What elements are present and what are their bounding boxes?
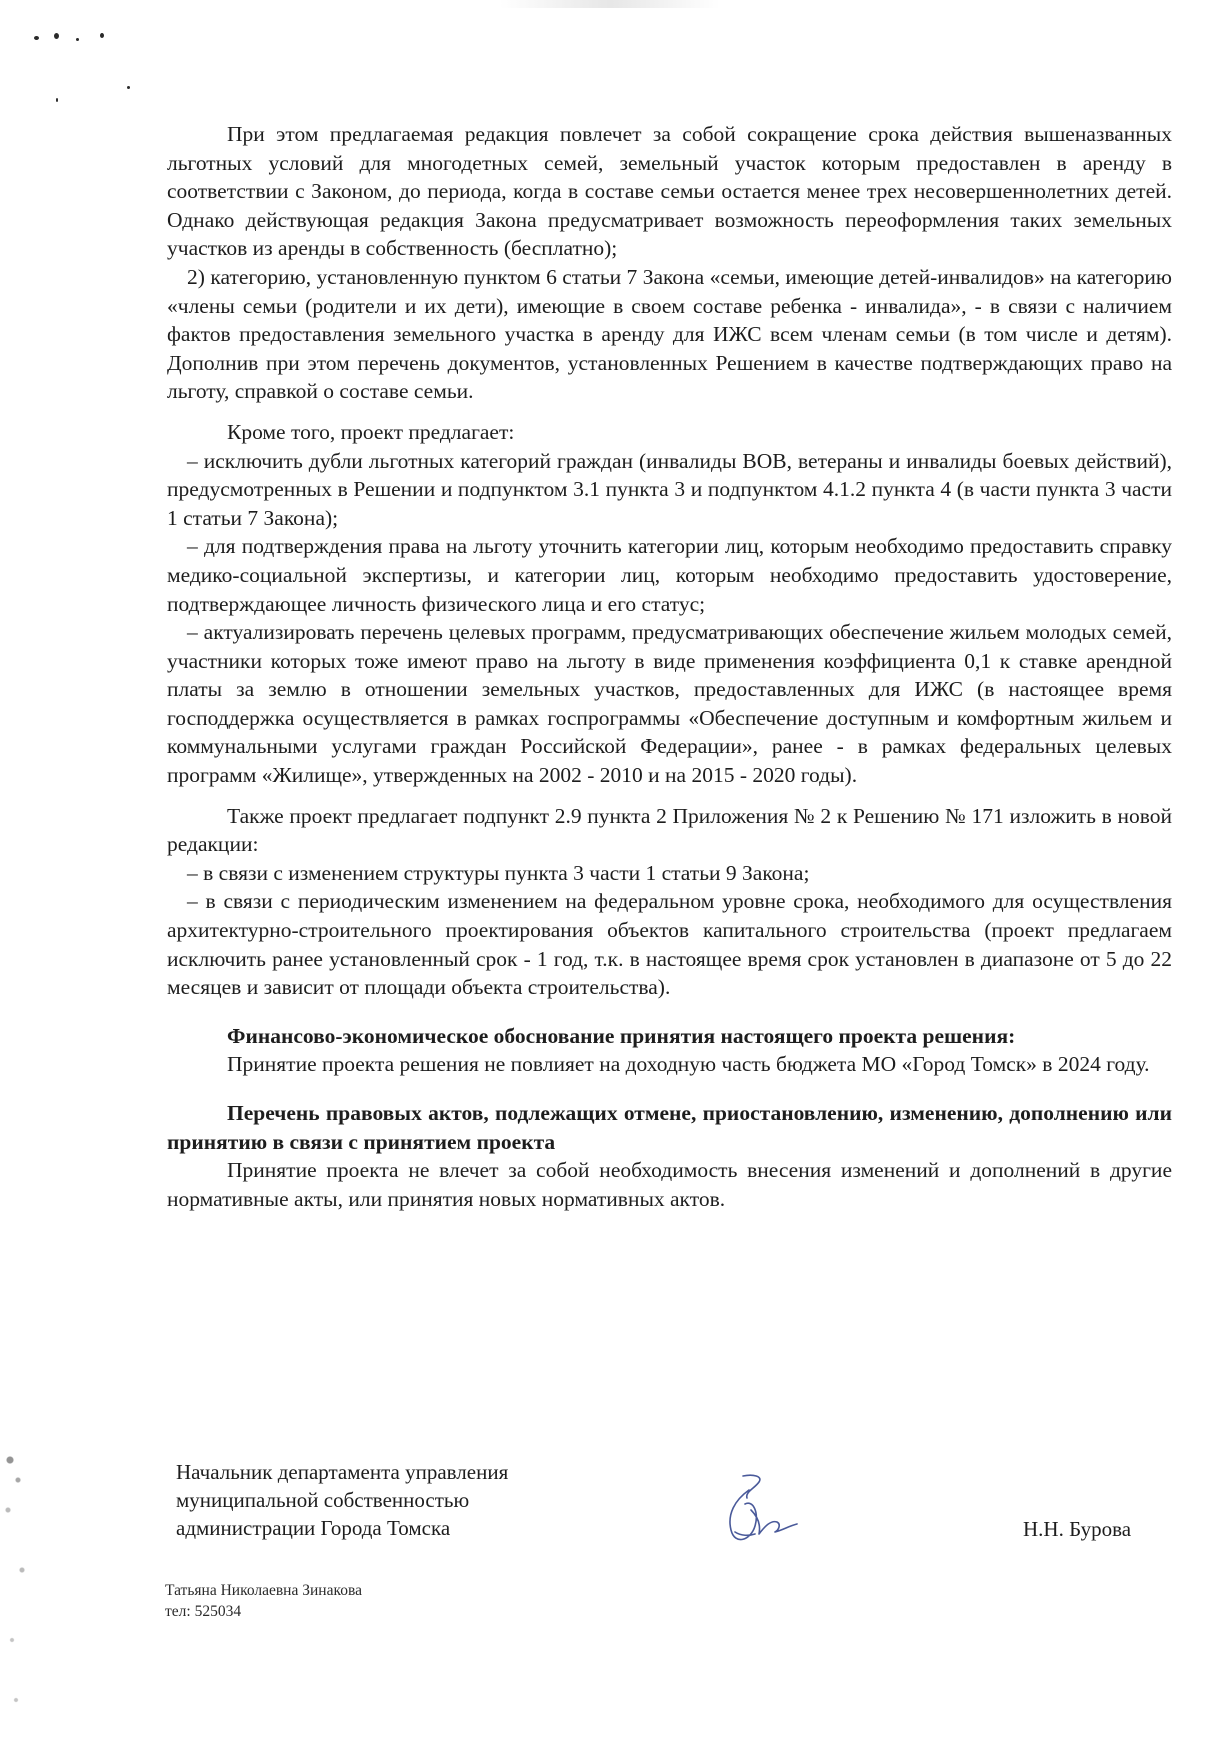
scan-speck bbox=[100, 33, 104, 38]
scan-smudge bbox=[500, 0, 720, 8]
scan-speck bbox=[56, 98, 58, 102]
executor-phone: тел: 525034 bbox=[165, 1603, 242, 1620]
signatory-title-line: Начальник департамента управления bbox=[176, 1460, 509, 1484]
document-body bbox=[167, 120, 1172, 1213]
scan-speck bbox=[54, 33, 59, 39]
finance-heading: Финансово-экономическое обоснование принятия настоящего проекта решения: bbox=[227, 1023, 1016, 1048]
scan-speck bbox=[34, 36, 39, 40]
scan-edge-noise bbox=[0, 1440, 40, 1740]
finance-text: Принятие проекта решения не повлияет на доходную часть бюджета МО «Город Томск» в 2024 году. bbox=[227, 1052, 1150, 1077]
paragraph: При этом предлагаемая редакция повлечет за собой сокращение срока действия вышеназванных льготных условий для многодетных семей, земельный участок которым предоставлен в аренду в соответствии с Законом, до периода, когда в составе семьи остается менее трех несовершеннолетних детей. Однако действующая редакция Закона предусматривает возможность переоформления таких земельных участков из аренды в собственность (бесплатно); bbox=[167, 122, 1172, 261]
signatory-title-line: муниципальной собственностью bbox=[176, 1488, 470, 1512]
acts-text: Принятие проекта не влечет за собой необходимость внесения изменений и дополнений в другие нормативные акты, или принятия новых нормативных актов. bbox=[167, 1158, 1172, 1211]
list-item: – в связи с изменением структуры пункта 3 части 1 статьи 9 Закона; bbox=[187, 860, 810, 885]
list-item: – для подтверждения права на льготу уточнить категории лиц, которым необходимо предоставить справку медико-социальной экспертизы, и категории лиц, которым необходимо предоставить удостоверение, подтверждающее личность физического лица и его статус; bbox=[167, 534, 1172, 616]
list-item: – в связи с периодическим изменением на федеральном уровне срока, необходимого для осуществления архитектурно-строительного проектирования объектов капитального строительства (проект предлагаем исключить ранее установленный срок - 1 год, т.к. в настоящее время срок установлен в диапазоне от 5 до 22 месяцев и зависит от площади объекта строительства). bbox=[167, 889, 1172, 1000]
paragraph: Также проект предлагает подпункт 2.9 пункта 2 Приложения № 2 к Решению № 171 изложить в новой редакции: bbox=[167, 803, 1172, 857]
executor-name: Татьяна Николаевна Зинакова bbox=[165, 1582, 362, 1599]
scan-speck bbox=[76, 38, 79, 41]
list-item: – исключить дубли льготных категорий граждан (инвалиды ВОВ, ветераны и инвалиды боевых действий), предусмотренных в Решении и подпунктом 3.1 пункта 3 и подпунктом 4.1.2 пункта 4 (в части пункта 3 части 1 статьи 7 Закона); bbox=[167, 448, 1172, 530]
list-item: – актуализировать перечень целевых программ, предусматривающих обеспечение жильем молодых семей, участники которых тоже имеют право на льготу в виде применения коэффициента 0,1 к ставке арендной платы за землю в отношении земельных участков, предоставленных для ИЖС (в настоящее время господдержка осуществляется в рамках госпрограммы «Обеспечение доступным и комфортным жильем и коммунальными услугами граждан Российской Федерации», ранее - в рамках федеральных целевых программ «Жилище», утвержденных на 2002 - 2010 и на 2015 - 2020 годы). bbox=[167, 620, 1172, 788]
paragraph: Кроме того, проект предлагает: bbox=[227, 419, 515, 444]
signatory-title bbox=[176, 1458, 508, 1542]
executor-info bbox=[165, 1580, 362, 1622]
handwritten-signature-icon bbox=[705, 1470, 815, 1555]
signatory-name: Н.Н. Бурова bbox=[1023, 1517, 1132, 1541]
scan-speck bbox=[127, 86, 130, 89]
signatory-title-line: администрации Города Томска bbox=[176, 1516, 451, 1540]
acts-heading: Перечень правовых актов, подлежащих отмене, приостановлению, изменению, дополнению или принятию в связи с принятием проекта bbox=[167, 1101, 1172, 1154]
list-item: 2) категорию, установленную пунктом 6 статьи 7 Закона «семьи, имеющие детей-инвалидов» на категорию «члены семьи (родители и их дети), имеющие в своем составе ребенка - инвалида», - в связи с наличием фактов предоставления земельного участка в аренду для ИЖС всем членам семьи (в том числе и детям). Дополнив при этом перечень документов, установленных Решением в качестве подтверждающих право на льготу, справкой о составе семьи. bbox=[167, 264, 1172, 404]
